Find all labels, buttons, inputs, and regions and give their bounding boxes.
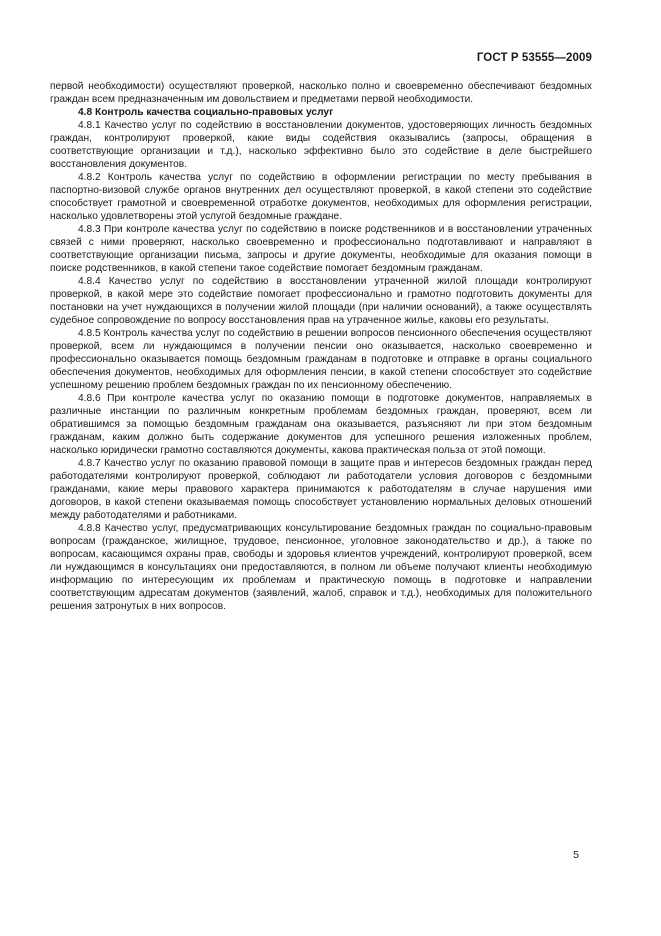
page-number: 5	[573, 849, 579, 861]
paragraph-4-8-2: 4.8.2 Контроль качества услуг по содействию в оформлении регистрации по месту пребывания в паспортно-визовой службе органов внутренних дел осуществляют проверкой, в какой степени это содействие способствует грамотной и своевременной отработке документов, необходимых для оформления регистрации, насколько удовлетворены этой услугой бездомные граждане.	[50, 172, 592, 222]
paragraph-4-8-4: 4.8.4 Качество услуг по содействию в восстановлении утраченной жилой площади контролируют проверкой, в какой мере это содействие помогает профессионально и грамотно подготовить документы для постановки на учет нуждающихся в получении жилой площади (при наличии оснований), а также осуществлять судебное сопровождение по вопросу восстановления прав на утраченное жилье, каковы его результаты.	[50, 276, 592, 326]
paragraph-4-8-5: 4.8.5 Контроль качества услуг по содействию в решении вопросов пенсионного обеспечения осуществляют проверкой, всем ли нуждающимся в получении пенсии оно оказывается, насколько своевременно и профессионально оказывается помощь бездомным гражданам в подготовке и отправке в органы социального обеспечения документов, необходимых для оформления пенсии, в какой степени способствует это содействие успешному решению проблем бездомных граждан по их пенсионному обеспечению.	[50, 328, 592, 391]
paragraph-4-8-8: 4.8.8 Качество услуг, предусматривающих консультирование бездомных граждан по социально-правовым вопросам (гражданское, жилищное, трудовое, пенсионное, уголовное законодательство и др.), а также по вопросам, касающимся охраны прав, свободы и здоровья клиентов учреждений, контролируют проверкой, всем ли нуждающимся в консультациях они предоставляются, в полном ли объеме получают клиенты необходимую информацию по интересующим их проблемам и практическую помощь в подготовке и направлении соответствующим адресатам документов (заявлений, жалоб, справок и т.д.), необходимых для положительного решения затронутых в них вопросов.	[50, 523, 592, 612]
paragraph-continuation: первой необходимости) осуществляют проверкой, насколько полно и своевременно обеспечивают бездомных граждан всем предназначенным им довольствием и предметами первой необходимости.	[50, 81, 592, 105]
paragraph-4-8-1: 4.8.1 Качество услуг по содействию в восстановлении документов, удостоверяющих личность бездомных граждан, контролируют проверкой, какие виды содействия оказывались (запросы, обращения в соответствующие организации и т.д.), насколько эффективно было это содействие в деле быстрейшего восстановления документов.	[50, 120, 592, 170]
paragraph-4-8-7: 4.8.7 Качество услуг по оказанию правовой помощи в защите прав и интересов бездомных граждан перед работодателями контролируют проверкой, соблюдают ли работодатели условия договоров с бездомными гражданами, какие меры правового характера принимаются к работодателям в случае нарушения ими договоров, в какой степени оказываемая помощь способствует установлению нормальных деловых отношений между работодателями и работниками.	[50, 458, 592, 521]
standard-header: ГОСТ Р 53555—2009	[476, 52, 592, 64]
document-body	[50, 80, 592, 613]
paragraph-4-8-3: 4.8.3 При контроле качества услуг по содействию в поиске родственников и в восстановлении утраченных связей с ними проверяют, насколько своевременно и профессионально подготавливают и направляют в соответствующие организации письма, запросы и другие документы, необходимые для оказания помощи в поиске родственников, в какой степени такое содействие помогает бездомным гражданам.	[50, 224, 592, 274]
section-heading-4-8: 4.8 Контроль качества социально-правовых услуг	[78, 107, 334, 118]
paragraph-4-8-6: 4.8.6 При контроле качества услуг по оказанию помощи в подготовке документов, направляемых в различные инстанции по различным конкретным проблемам бездомных граждан, проверяют, всем ли обратившимся за помощью бездомным гражданам она оказывается, разъясняют ли при этом бездомным гражданам, каким должно быть содержание документов для успешного решения изложенных проблем, насколько юридически грамотно составляются документы, какова практическая польза от этой помощи.	[50, 393, 592, 456]
